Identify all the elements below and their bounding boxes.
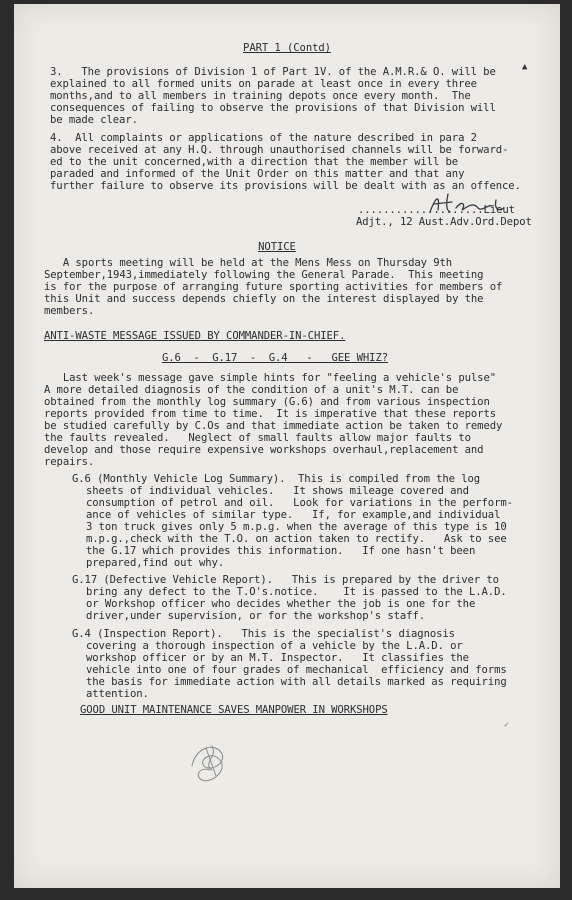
intro-line: be studied carefully by C.Os and that immediate action be taken to remedy (44, 420, 503, 432)
intro-line: A more detailed diagnosis of the condition of a unit's M.T. can be (44, 384, 459, 396)
g4-line: covering a thorough inspection of a vehicle by the L.A.D. or (86, 640, 463, 652)
anti-waste-subtitle: G.6 - G.17 - G.4 - GEE WHIZ? (162, 352, 389, 364)
g4-line: vehicle into one of four grades of mechanical efficiency and forms (86, 664, 507, 676)
para4-line: above received at any H.Q. through unauthorised channels will be forward- (50, 144, 509, 156)
g6-line: m.p.g.,check with the T.O. on action taken to rectify. Ask to see (86, 533, 507, 545)
g6-line: ance of vehicles of similar type. If, for example,and individual (86, 509, 501, 521)
intro-line: repairs. (44, 456, 95, 468)
g6-line: sheets of individual vehicles. It shows mileage covered and (86, 485, 469, 497)
g6-line: G.6 (Monthly Vehicle Log Summary). This is compiled from the log (72, 473, 481, 485)
notice-line: members. (44, 305, 95, 317)
intro-line: develop and those require expensive workshops overhaul,replacement and (44, 444, 484, 456)
tick-mark: ✓ (504, 720, 509, 729)
tick-mark: ▲ (522, 62, 528, 72)
g6-line: 3 ton truck gives only 5 m.p.g. when the average of this type is 10 (86, 521, 507, 533)
g4-line: G.4 (Inspection Report). This is the specialist's diagnosis (72, 628, 455, 640)
g6-line: prepared,find out why. (86, 557, 225, 569)
intro-line: reports provided from time to time. It is imperative that these reports (44, 408, 497, 420)
anti-waste-title: ANTI-WASTE MESSAGE ISSUED BY COMMANDER-IN-CHIEF. (44, 330, 346, 342)
g4-line: attention. (86, 688, 149, 700)
g6-line: consumption of petrol and oil. Look for variations in the perform- (86, 497, 513, 509)
para3-line: be made clear. (50, 114, 138, 126)
notice-line: this Unit and success depends chiefly on the interest displayed by the (44, 293, 484, 305)
notice-line: is for the purpose of arranging future sporting activities for members of (44, 281, 503, 293)
part-heading: PART 1 (Contd) (243, 42, 331, 54)
para3-line: months,and to all members in training depots once every month. The (50, 90, 471, 102)
intro-line: Last week's message gave simple hints for "feeling a vehicle's pulse" (44, 372, 497, 384)
intro-line: obtained from the monthly log summary (G.6) and from various inspection (44, 396, 490, 408)
signoff-unit: Adjt., 12 Aust.Adv.Ord.Depot (356, 216, 532, 228)
para4-line: paraded and informed of the Unit Order on this matter and that any (50, 168, 465, 180)
g4-line: the basis for immediate action with all details marked as requiring (86, 676, 507, 688)
notice-line: September,1943,immediately following the General Parade. This meeting (44, 269, 484, 281)
para3-line: explained to all formed units on parade at least once in every three (50, 78, 477, 90)
notice-line: A sports meeting will be held at the Mens Mess on Thursday 9th (44, 257, 453, 269)
para3-line: consequences of failing to observe the provisions of that Division will (50, 102, 496, 114)
signoff-rank: ....................Lieut (358, 204, 515, 216)
g17-line: driver,under supervision, or for the workshop's staff. (86, 610, 426, 622)
intro-line: the faults revealed. Neglect of small faults allow major faults to (44, 432, 471, 444)
para4-line: 4. All complaints or applications of the nature described in para 2 (50, 132, 477, 144)
g6-line: the G.17 which provides this information. If one hasn't been (86, 545, 476, 557)
para4-line: further failure to observe its provisions will be dealt with as an offence. (50, 180, 521, 192)
para4-line: ed to the unit concerned,with a direction that the member will be (50, 156, 459, 168)
g4-line: workshop officer or by an M.T. Inspector. It classifies the (86, 652, 469, 664)
g17-line: G.17 (Defective Vehicle Report). This is prepared by the driver to (72, 574, 499, 586)
document-page (14, 4, 560, 888)
g17-line: bring any defect to the T.O's.notice. It is passed to the L.A.D. (86, 586, 507, 598)
closing-slogan: GOOD UNIT MAINTENANCE SAVES MANPOWER IN WORKSHOPS (80, 704, 388, 716)
pencil-scribble (182, 736, 242, 792)
notice-title: NOTICE (258, 241, 296, 253)
para3-line: 3. The provisions of Division 1 of Part 1V. of the A.M.R.& O. will be (50, 66, 496, 78)
g17-line: or Workshop officer who decides whether the job is one for the (86, 598, 476, 610)
